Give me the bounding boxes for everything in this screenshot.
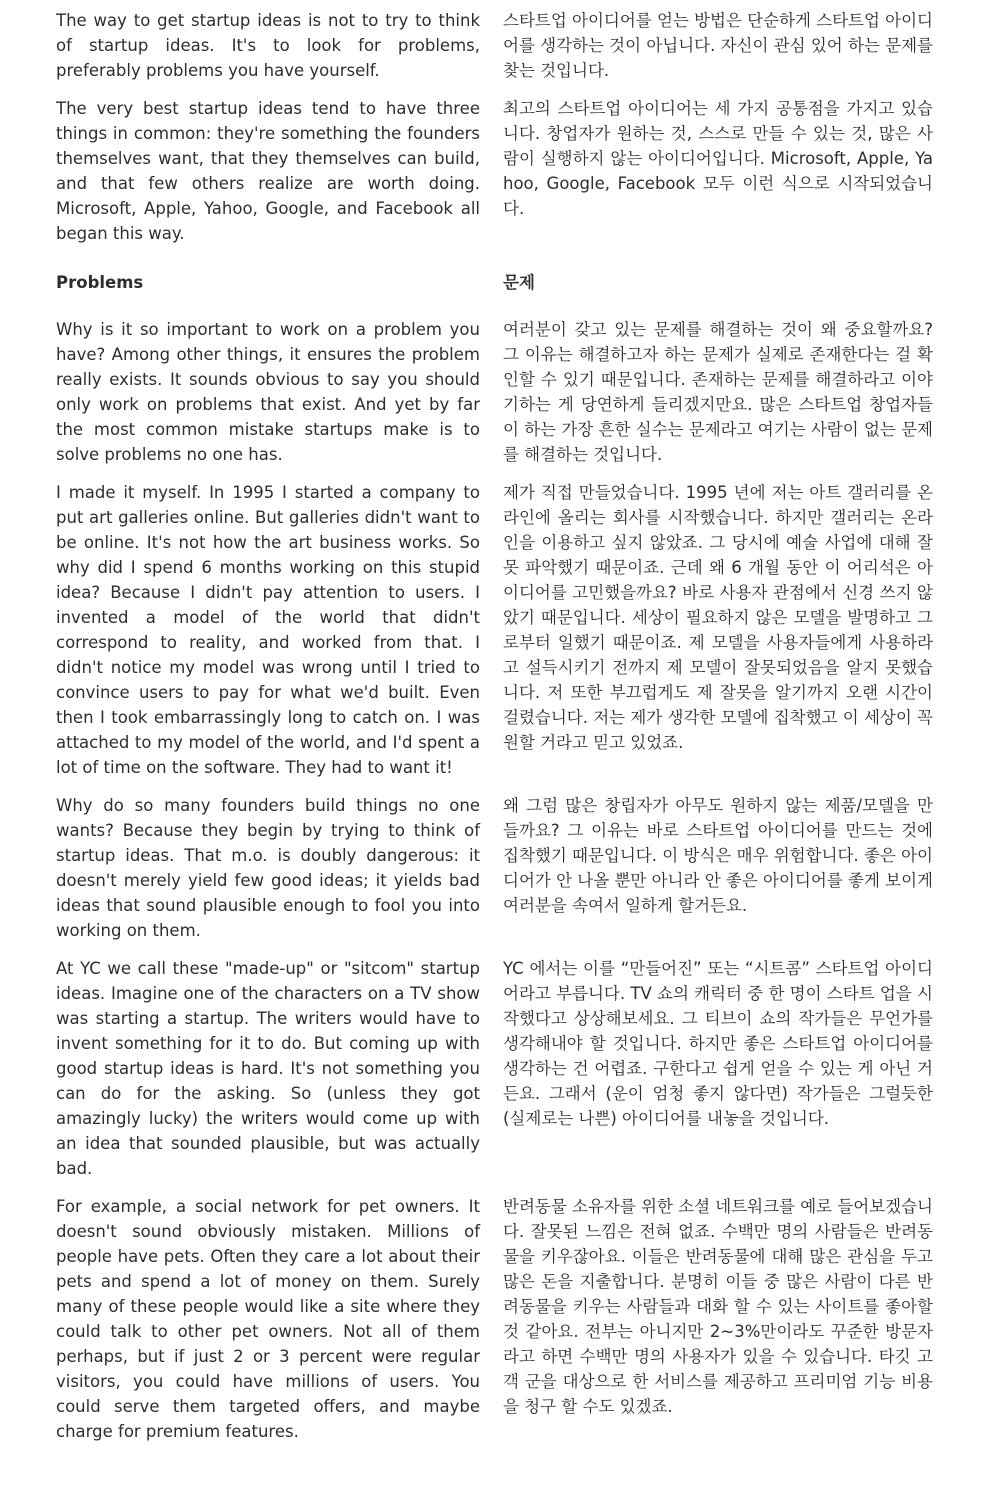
section-heading-en: Problems: [56, 273, 144, 292]
ko-paragraph-1: 스타트업 아이디어를 얻는 방법은 단순하게 스타트업 아이디어를 생각하는 것이 아닙니다. 자신이 관심 있어 하는 문제를 찾는 것입니다.: [503, 11, 933, 80]
paragraph-pair-7: [56, 1194, 933, 1444]
ko-paragraph-2: 최고의 스타트업 아이디어는 세 가지 공통점을 가지고 있습니다. 창업자가 원하는 것, 스스로 만들 수 있는 것, 많은 사람이 실행하지 않는 아이디어입니다. Microsoft, Apple, Yahoo, Google, Facebook 모두 이런 식으로 시작되었습니다.: [503, 99, 933, 218]
ko-paragraph-6: YC 에서는 이를 “만들어진” 또는 “시트콤” 스타트업 아이디어라고 부릅니다. TV 쇼의 캐릭터 중 한 명이 스타트 업을 시작했다고 상상해보세요. 그 티브이 쇼의 작가들은 무언가를 생각해내야 할 것입니다. 하지만 좋은 스타트업 아이디어를 생각하는 건 어렵죠. 구한다고 쉽게 얻을 수 있는 게 아닌 거든요. 그래서 (운이 엄청 좋지 않다면) 작가들은 그럴듯한 (실제로는 나쁜) 아이디어를 내놓을 것입니다.: [503, 959, 933, 1128]
paragraph-pair-2: [56, 96, 933, 246]
paragraph-pair-3: [56, 317, 933, 467]
ko-paragraph-7: 반려동물 소유자를 위한 소셜 네트워크를 예로 들어보겠습니다. 잘못된 느낌은 전혀 없죠. 수백만 명의 사람들은 반려동물을 키우잖아요. 이들은 반려동물에 대해 많은 관심을 두고 많은 돈을 지출합니다. 분명히 이들 중 많은 사람이 다른 반려동물을 키우는 사람들과 대화 할 수 있는 사이트를 좋아할 것 같아요. 전부는 아니지만 2~3%만이라도 꾸준한 방문자라고 하면 수백만 명의 사용자가 있을 수 있습니다. 타깃 고객 군을 대상으로 한 서비스를 제공하고 프리미엄 기능 비용을 청구 할 수도 있겠죠.: [503, 1197, 933, 1416]
en-paragraph-7: For example, a social network for pet owners. It doesn't sound obviously mistaken. Millions of people have pets. Often they care a lot about their pets and spend a lot of money on them. Surely many of these people would like a site where they could talk to other pet owners. Not all of them perhaps, but if just 2 or 3 percent were regular visitors, you could have millions of users. You could serve them targeted offers, and maybe charge for premium features.: [56, 1197, 480, 1441]
ko-paragraph-5: 왜 그럼 많은 창립자가 아무도 원하지 않는 제품/모델을 만들까요? 그 이유는 바로 스타트업 아이디어를 만드는 것에 집착했기 때문입니다. 이 방식은 매우 위험합니다. 좋은 아이디어가 안 나올 뿐만 아니라 안 좋은 아이디어를 좋게 보이게 여러분을 속여서 일하게 할거든요.: [503, 796, 933, 915]
section-heading-pair: [56, 270, 933, 295]
ko-paragraph-4: 제가 직접 만들었습니다. 1995 년에 저는 아트 갤러리를 온라인에 올리는 회사를 시작했습니다. 하지만 갤러리는 온라인을 이용하고 싶지 않았죠. 그 당시에 예술 사업에 대해 잘못 파악했기 때문이죠. 근데 왜 6 개월 동안 이 어리석은 아이디어를 고민했을까요? 바로 사용자 관점에서 신경 쓰지 않았기 때문입니다. 세상이 필요하지 않은 모델을 발명하고 그로부터 일했기 때문이죠. 제 모델을 사용자들에게 사용하라고 설득시키기 전까지 제 모델이 잘못되었음을 알지 못했습니다. 저 또한 부끄럽게도 제 잘못을 알기까지 오랜 시간이 걸렸습니다. 저는 제가 생각한 모델에 집착했고 이 세상이 꼭 원할 거라고 믿고 있었죠.: [503, 483, 933, 752]
en-paragraph-1: The way to get startup ideas is not to try to think of startup ideas. It's to look for problems, preferably problems you have yourself.: [56, 11, 480, 80]
paragraph-pair-1: [56, 8, 933, 83]
en-paragraph-2: The very best startup ideas tend to have three things in common: they're something the founders themselves want, that they themselves can build, and that few others realize are worth doing. Microsoft, Apple, Yahoo, Google, and Facebook all began this way.: [56, 99, 480, 243]
paragraph-pair-6: [56, 956, 933, 1181]
en-paragraph-6: At YC we call these "made-up" or "sitcom" startup ideas. Imagine one of the characters on a TV show was starting a startup. The writers would have to invent something for it to do. But coming up with good startup ideas is hard. It's not something you can do for the asking. So (unless they got amazingly lucky) the writers would come up with an idea that sounded plausible, but was actually bad.: [56, 959, 480, 1178]
paragraph-pair-4: [56, 480, 933, 780]
en-paragraph-4: I made it myself. In 1995 I started a company to put art galleries online. But galleries didn't want to be online. It's not how the art business works. So why did I spend 6 months working on this stupid idea? Because I didn't pay attention to users. I invented a model of the world that didn't correspond to reality, and worked from that. I didn't notice my model was wrong until I tried to convince users to pay for what we'd built. Even then I took embarrassingly long to catch on. I was attached to my model of the world, and I'd spent a lot of time on the software. They had to want it!: [56, 483, 480, 777]
paragraph-pair-5: [56, 793, 933, 943]
ko-paragraph-3: 여러분이 갖고 있는 문제를 해결하는 것이 왜 중요할까요? 그 이유는 해결하고자 하는 문제가 실제로 존재한다는 걸 확인할 수 있기 때문입니다. 존재하는 문제를 해결하라고 이야기하는 게 당연하게 들리겠지만요. 많은 스타트업 창업자들이 하는 가장 흔한 실수는 문제라고 여기는 사람이 없는 문제를 해결하는 것입니다.: [503, 320, 933, 464]
en-paragraph-3: Why is it so important to work on a problem you have? Among other things, it ensures the problem really exists. It sounds obvious to say you should only work on problems that exist. And yet by far the most common mistake startups make is to solve problems no one has.: [56, 320, 480, 464]
en-paragraph-5: Why do so many founders build things no one wants? Because they begin by trying to think of startup ideas. That m.o. is doubly dangerous: it doesn't merely yield few good ideas; it yields bad ideas that sound plausible enough to fool you into working on them.: [56, 796, 480, 940]
section-heading-ko: 문제: [503, 273, 535, 292]
